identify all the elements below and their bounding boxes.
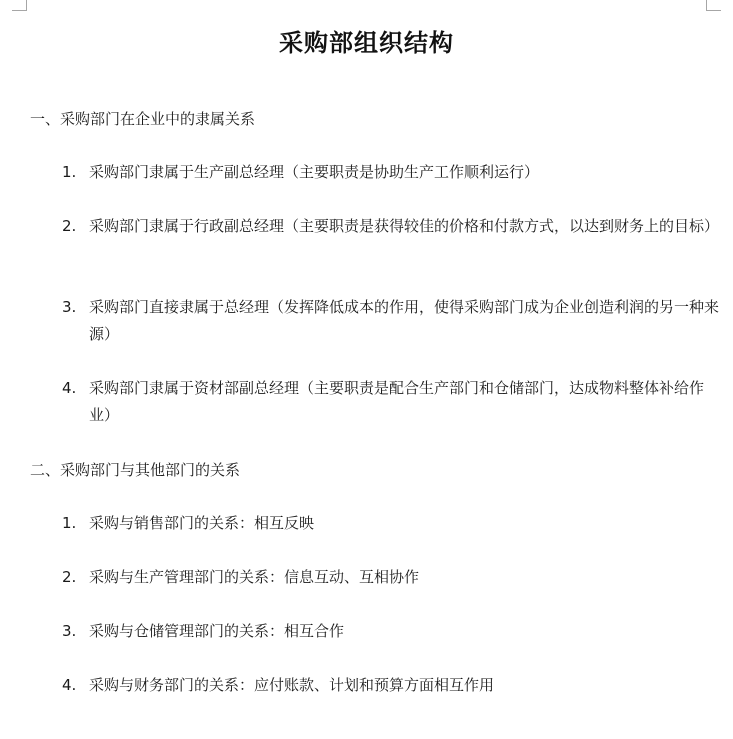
list-item-text: 采购与仓储管理部门的关系：相互合作 <box>89 622 345 640</box>
page-title: 采购部组织结构 <box>279 29 454 57</box>
list-item <box>62 618 722 645</box>
list-item <box>62 375 722 429</box>
list-item <box>62 159 722 186</box>
page-corner-mark-right <box>706 0 721 11</box>
list-item-text: 采购与生产管理部门的关系：信息互动、互相协作 <box>89 568 420 586</box>
section-heading-affiliation: 一、采购部门在企业中的隶属关系 <box>30 110 256 128</box>
list-item-text: 采购部门隶属于资材部副总经理（主要职责是配合生产部门和仓储部门，达成物料整体补给作业） <box>89 379 705 424</box>
list-item <box>62 564 722 591</box>
list-item <box>62 672 722 699</box>
list-item-text: 采购与财务部门的关系：应付账款、计划和预算方面相互作用 <box>89 676 495 694</box>
list-item-number: 1. <box>62 163 77 181</box>
list-item-number: 2. <box>62 568 77 586</box>
list-item-number: 3. <box>62 622 77 640</box>
list-item-text: 采购部门直接隶属于总经理（发挥降低成本的作用，使得采购部门成为企业创造利润的另一种来源） <box>89 298 720 343</box>
list-item <box>62 294 722 348</box>
page-corner-mark-left <box>12 0 27 11</box>
list-item-number: 4. <box>62 676 77 694</box>
list-item <box>62 510 722 537</box>
list-item <box>62 213 722 240</box>
list-item-text: 采购部门隶属于生产副总经理（主要职责是协助生产工作顺利运行） <box>89 163 540 181</box>
list-item-number: 3. <box>62 298 77 316</box>
section-heading-relations: 二、采购部门与其他部门的关系 <box>30 461 241 479</box>
list-item-text: 采购与销售部门的关系：相互反映 <box>89 514 315 532</box>
list-item-number: 4. <box>62 379 77 397</box>
list-item-number: 2. <box>62 217 77 235</box>
list-item-number: 1. <box>62 514 77 532</box>
list-item-text: 采购部门隶属于行政副总经理（主要职责是获得较佳的价格和付款方式，以达到财务上的目标） <box>89 217 720 235</box>
